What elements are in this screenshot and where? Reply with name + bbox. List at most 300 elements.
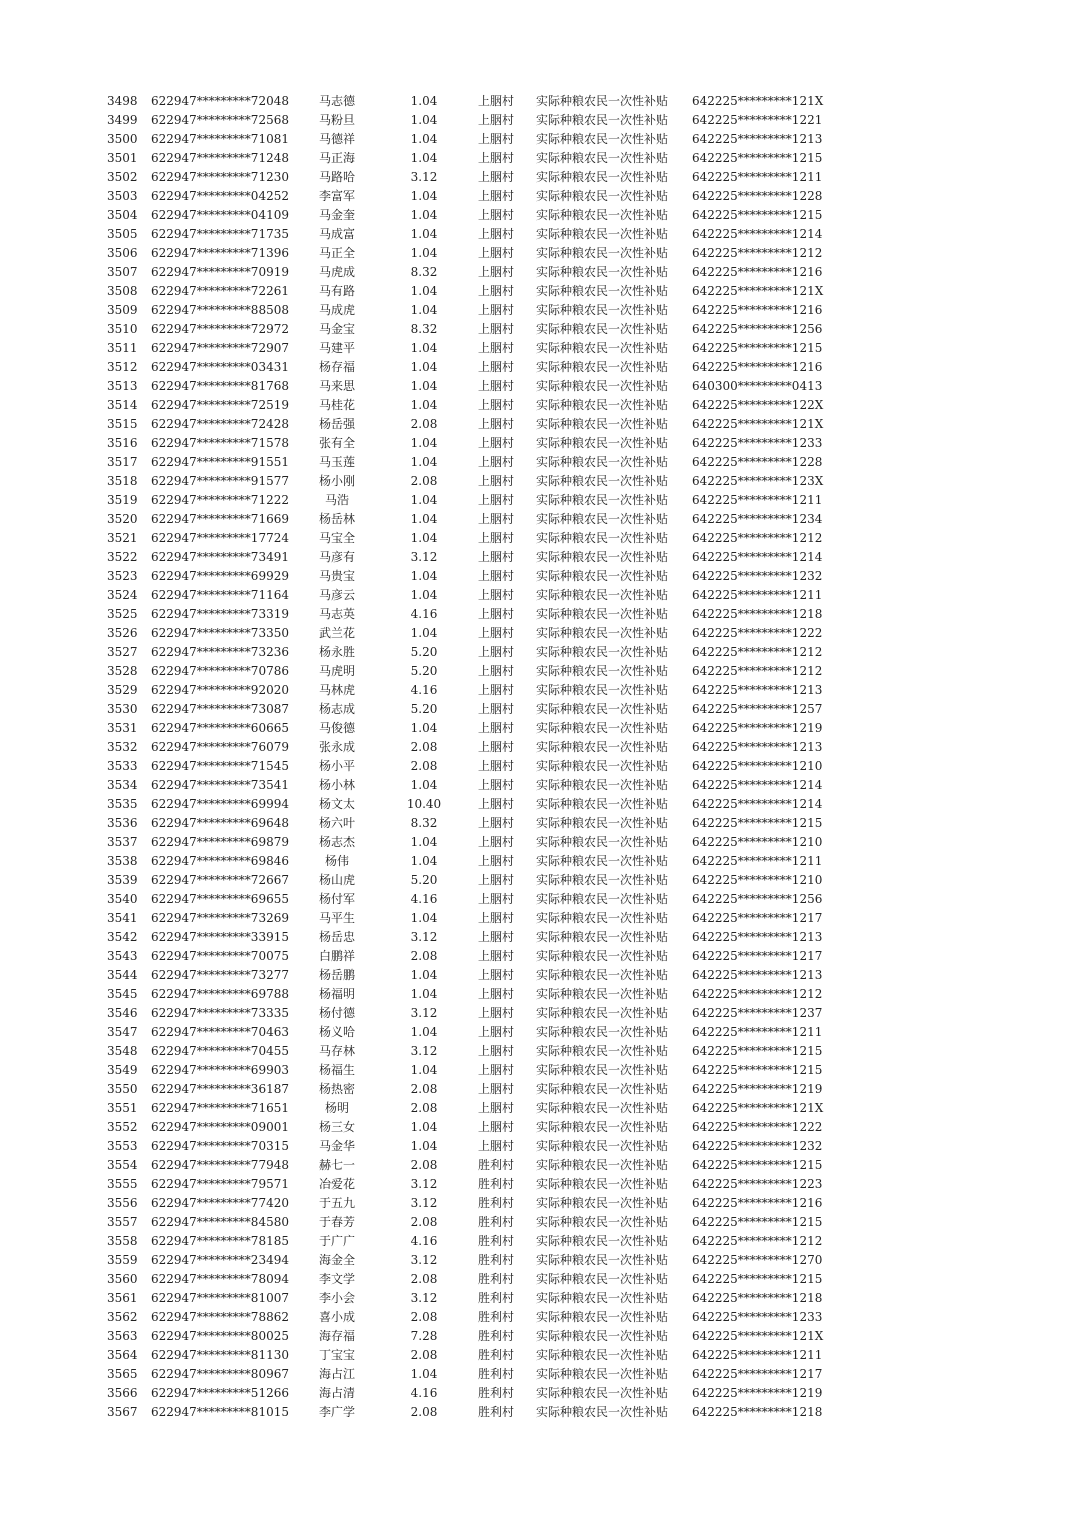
bank-account: 622947*********70455 [151, 1044, 289, 1058]
farmer-name: 马有路 [318, 284, 355, 298]
village-name: 上胭村 [477, 531, 514, 545]
bank-account: 622947*********81130 [151, 1348, 289, 1362]
table-row [0, 985, 1074, 1004]
bank-account: 622947*********70075 [151, 949, 289, 963]
village-name: 上胭村 [477, 94, 514, 108]
bank-account: 622947*********69655 [151, 892, 289, 906]
id-number: 642225*********1211 [692, 493, 823, 507]
bank-account: 622947*********72048 [151, 94, 289, 108]
village-name: 胜利村 [477, 1329, 514, 1343]
village-name: 上胭村 [477, 170, 514, 184]
table-row [0, 1403, 1074, 1422]
row-number: 3559 [107, 1253, 138, 1267]
subsidy-item: 实际种粮农民一次性补贴 [536, 455, 669, 469]
table-row [0, 434, 1074, 453]
bank-account: 622947*********77420 [151, 1196, 289, 1210]
row-number: 3509 [107, 303, 138, 317]
subsidy-item: 实际种粮农民一次性补贴 [536, 208, 669, 222]
row-number: 3550 [107, 1082, 138, 1096]
farmer-name: 海占江 [318, 1367, 355, 1381]
id-number: 642225*********1218 [692, 1405, 823, 1419]
row-number: 3526 [107, 626, 138, 640]
subsidy-item: 实际种粮农民一次性补贴 [536, 151, 669, 165]
row-number: 3534 [107, 778, 138, 792]
farmer-name: 杨志成 [318, 702, 355, 716]
farmer-name: 马俊德 [318, 721, 355, 735]
subsidy-item: 实际种粮农民一次性补贴 [536, 797, 669, 811]
subsidy-item: 实际种粮农民一次性补贴 [536, 740, 669, 754]
subsidy-item: 实际种粮农民一次性补贴 [536, 835, 669, 849]
id-number: 642225*********1234 [692, 512, 823, 526]
subsidy-amount: 1.04 [410, 455, 438, 469]
village-name: 上胭村 [477, 303, 514, 317]
village-name: 上胭村 [477, 721, 514, 735]
subsidy-item: 实际种粮农民一次性补贴 [536, 1215, 669, 1229]
subsidy-item: 实际种粮农民一次性补贴 [536, 816, 669, 830]
table-row [0, 263, 1074, 282]
id-number: 642225*********1214 [692, 550, 823, 564]
row-number: 3519 [107, 493, 138, 507]
subsidy-item: 实际种粮农民一次性补贴 [536, 550, 669, 564]
subsidy-amount: 4.16 [410, 892, 438, 906]
village-name: 上胭村 [477, 911, 514, 925]
bank-account: 622947*********81015 [151, 1405, 289, 1419]
farmer-name: 马正全 [318, 246, 355, 260]
id-number: 642225*********1232 [692, 1139, 823, 1153]
subsidy-item: 实际种粮农民一次性补贴 [536, 588, 669, 602]
subsidy-item: 实际种粮农民一次性补贴 [536, 1329, 669, 1343]
id-number: 642225*********1219 [692, 1082, 823, 1096]
id-number: 642225*********1217 [692, 1367, 823, 1381]
farmer-name: 马成虎 [318, 303, 355, 317]
village-name: 上胭村 [477, 1120, 514, 1134]
table-row [0, 738, 1074, 757]
bank-account: 622947*********71081 [151, 132, 289, 146]
bank-account: 622947*********73491 [151, 550, 289, 564]
village-name: 上胭村 [477, 968, 514, 982]
farmer-name: 马彦云 [318, 588, 355, 602]
bank-account: 622947*********71222 [151, 493, 289, 507]
subsidy-item: 实际种粮农民一次性补贴 [536, 911, 669, 925]
subsidy-item: 实际种粮农民一次性补贴 [536, 1006, 669, 1020]
subsidy-amount: 1.04 [410, 398, 438, 412]
row-number: 3505 [107, 227, 138, 241]
bank-account: 622947*********73277 [151, 968, 289, 982]
subsidy-amount: 1.04 [410, 569, 438, 583]
farmer-name: 马桂花 [318, 398, 355, 412]
table-row [0, 1251, 1074, 1270]
farmer-name: 马正海 [318, 151, 355, 165]
subsidy-item: 实际种粮农民一次性补贴 [536, 360, 669, 374]
id-number: 642225*********1222 [692, 1120, 823, 1134]
id-number: 642225*********1257 [692, 702, 823, 716]
table-row [0, 225, 1074, 244]
subsidy-item: 实际种粮农民一次性补贴 [536, 1367, 669, 1381]
table-row [0, 1289, 1074, 1308]
table-row [0, 130, 1074, 149]
subsidy-item: 实际种粮农民一次性补贴 [536, 854, 669, 868]
table-row [0, 282, 1074, 301]
subsidy-amount: 1.04 [410, 189, 438, 203]
bank-account: 622947*********73269 [151, 911, 289, 925]
bank-account: 622947*********76079 [151, 740, 289, 754]
subsidy-item: 实际种粮农民一次性补贴 [536, 227, 669, 241]
subsidy-amount: 1.04 [410, 436, 438, 450]
id-number: 642225*********1228 [692, 455, 823, 469]
village-name: 上胭村 [477, 1101, 514, 1115]
subsidy-amount: 3.12 [410, 170, 438, 184]
village-name: 上胭村 [477, 569, 514, 583]
village-name: 上胭村 [477, 873, 514, 887]
row-number: 3528 [107, 664, 138, 678]
subsidy-item: 实际种粮农民一次性补贴 [536, 873, 669, 887]
subsidy-amount: 1.04 [410, 1120, 438, 1134]
bank-account: 622947*********71735 [151, 227, 289, 241]
id-number: 642225*********1213 [692, 930, 823, 944]
village-name: 上胭村 [477, 588, 514, 602]
bank-account: 622947*********71396 [151, 246, 289, 260]
farmer-name: 马玉莲 [318, 455, 355, 469]
table-row [0, 586, 1074, 605]
bank-account: 622947*********73087 [151, 702, 289, 716]
bank-account: 622947*********69903 [151, 1063, 289, 1077]
row-number: 3533 [107, 759, 138, 773]
farmer-name: 杨伟 [324, 854, 349, 868]
bank-account: 622947*********81768 [151, 379, 289, 393]
subsidy-item: 实际种粮农民一次性补贴 [536, 645, 669, 659]
farmer-name: 马粉旦 [318, 113, 355, 127]
id-number: 642225*********1215 [692, 1215, 823, 1229]
subsidy-amount: 3.12 [410, 1291, 438, 1305]
village-name: 上胭村 [477, 227, 514, 241]
farmer-name: 马志英 [318, 607, 355, 621]
subsidy-amount: 2.08 [410, 1101, 438, 1115]
subsidy-item: 实际种粮农民一次性补贴 [536, 284, 669, 298]
id-number: 642225*********1216 [692, 360, 823, 374]
farmer-name: 马建平 [318, 341, 355, 355]
row-number: 3516 [107, 436, 138, 450]
village-name: 上胭村 [477, 664, 514, 678]
table-row [0, 396, 1074, 415]
bank-account: 622947*********09001 [151, 1120, 289, 1134]
subsidy-amount: 3.12 [410, 1044, 438, 1058]
village-name: 上胭村 [477, 892, 514, 906]
row-number: 3498 [107, 94, 138, 108]
farmer-name: 杨永胜 [318, 645, 355, 659]
subsidy-item: 实际种粮农民一次性补贴 [536, 721, 669, 735]
bank-account: 622947*********69994 [151, 797, 289, 811]
id-number: 642225*********1232 [692, 569, 823, 583]
farmer-name: 杨存福 [318, 360, 355, 374]
id-number: 642225*********1211 [692, 588, 823, 602]
subsidy-item: 实际种粮农民一次性补贴 [536, 417, 669, 431]
bank-account: 622947*********91577 [151, 474, 289, 488]
subsidy-item: 实际种粮农民一次性补贴 [536, 1025, 669, 1039]
bank-account: 622947*********69648 [151, 816, 289, 830]
table-row [0, 852, 1074, 871]
table-row [0, 1327, 1074, 1346]
subsidy-amount: 1.04 [410, 360, 438, 374]
table-row [0, 1308, 1074, 1327]
farmer-name: 马金华 [318, 1139, 355, 1153]
subsidy-item: 实际种粮农民一次性补贴 [536, 664, 669, 678]
farmer-name: 马成富 [318, 227, 355, 241]
subsidy-amount: 2.08 [410, 417, 438, 431]
row-number: 3517 [107, 455, 138, 469]
table-row [0, 111, 1074, 130]
subsidy-amount: 8.32 [410, 322, 438, 336]
bank-account: 622947*********71669 [151, 512, 289, 526]
id-number: 642225*********1211 [692, 170, 823, 184]
bank-account: 622947*********84580 [151, 1215, 289, 1229]
village-name: 上胭村 [477, 246, 514, 260]
subsidy-amount: 1.04 [410, 1063, 438, 1077]
village-name: 上胭村 [477, 132, 514, 146]
bank-account: 622947*********17724 [151, 531, 289, 545]
village-name: 上胭村 [477, 835, 514, 849]
id-number: 642225*********1256 [692, 322, 823, 336]
row-number: 3553 [107, 1139, 138, 1153]
row-number: 3551 [107, 1101, 138, 1115]
village-name: 上胭村 [477, 417, 514, 431]
row-number: 3524 [107, 588, 138, 602]
row-number: 3508 [107, 284, 138, 298]
farmer-name: 赫七一 [318, 1158, 355, 1172]
bank-account: 622947*********70919 [151, 265, 289, 279]
subsidy-item: 实际种粮农民一次性补贴 [536, 1272, 669, 1286]
row-number: 3532 [107, 740, 138, 754]
table-row [0, 187, 1074, 206]
subsidy-item: 实际种粮农民一次性补贴 [536, 1082, 669, 1096]
row-number: 3511 [107, 341, 138, 355]
farmer-name: 杨岳林 [318, 512, 355, 526]
subsidy-item: 实际种粮农民一次性补贴 [536, 949, 669, 963]
farmer-name: 马平生 [318, 911, 355, 925]
subsidy-item: 实际种粮农民一次性补贴 [536, 1348, 669, 1362]
subsidy-item: 实际种粮农民一次性补贴 [536, 436, 669, 450]
table-row [0, 966, 1074, 985]
subsidy-amount: 1.04 [410, 132, 438, 146]
farmer-name: 冶爱花 [318, 1177, 355, 1191]
row-number: 3501 [107, 151, 138, 165]
farmer-name: 马来思 [318, 379, 355, 393]
subsidy-item: 实际种粮农民一次性补贴 [536, 1101, 669, 1115]
bank-account: 622947*********72972 [151, 322, 289, 336]
id-number: 642225*********1222 [692, 626, 823, 640]
id-number: 642225*********1215 [692, 1272, 823, 1286]
village-name: 上胭村 [477, 645, 514, 659]
table-row [0, 548, 1074, 567]
id-number: 642225*********1233 [692, 1310, 823, 1324]
farmer-name: 李富军 [318, 189, 355, 203]
farmer-name: 杨小平 [318, 759, 355, 773]
village-name: 胜利村 [477, 1158, 514, 1172]
subsidy-amount: 1.04 [410, 151, 438, 165]
farmer-name: 马金宝 [318, 322, 355, 336]
village-name: 上胭村 [477, 1025, 514, 1039]
farmer-name: 喜小成 [318, 1310, 355, 1324]
row-number: 3554 [107, 1158, 138, 1172]
id-number: 642225*********1213 [692, 683, 823, 697]
subsidy-amount: 2.08 [410, 1405, 438, 1419]
farmer-name: 杨志杰 [318, 835, 355, 849]
bank-account: 622947*********69879 [151, 835, 289, 849]
row-number: 3563 [107, 1329, 138, 1343]
bank-account: 622947*********71230 [151, 170, 289, 184]
bank-account: 622947*********81007 [151, 1291, 289, 1305]
subsidy-item: 实际种粮农民一次性补贴 [536, 493, 669, 507]
id-number: 642225*********1215 [692, 208, 823, 222]
table-row [0, 909, 1074, 928]
subsidy-amount: 1.04 [410, 968, 438, 982]
bank-account: 622947*********72907 [151, 341, 289, 355]
farmer-name: 杨岳鹏 [318, 968, 355, 982]
subsidy-amount: 1.04 [410, 493, 438, 507]
subsidy-amount: 4.16 [410, 1234, 438, 1248]
subsidy-amount: 8.32 [410, 816, 438, 830]
row-number: 3500 [107, 132, 138, 146]
farmer-name: 李文学 [318, 1272, 355, 1286]
bank-account: 622947*********72568 [151, 113, 289, 127]
farmer-name: 杨文太 [318, 797, 355, 811]
table-row [0, 567, 1074, 586]
village-name: 胜利村 [477, 1291, 514, 1305]
village-name: 上胭村 [477, 512, 514, 526]
farmer-name: 海金全 [318, 1253, 355, 1267]
village-name: 上胭村 [477, 322, 514, 336]
subsidy-amount: 2.08 [410, 1158, 438, 1172]
row-number: 3536 [107, 816, 138, 830]
table-row [0, 719, 1074, 738]
subsidy-amount: 2.08 [410, 1215, 438, 1229]
bank-account: 622947*********70315 [151, 1139, 289, 1153]
farmer-name: 杨六叶 [318, 816, 355, 830]
subsidy-amount: 1.04 [410, 854, 438, 868]
id-number: 642225*********1218 [692, 1291, 823, 1305]
row-number: 3539 [107, 873, 138, 887]
bank-account: 622947*********04109 [151, 208, 289, 222]
bank-account: 622947*********71545 [151, 759, 289, 773]
subsidy-item: 实际种粮农民一次性补贴 [536, 1405, 669, 1419]
table-row [0, 1080, 1074, 1099]
row-number: 3545 [107, 987, 138, 1001]
id-number: 642225*********1221 [692, 113, 823, 127]
bank-account: 622947*********71248 [151, 151, 289, 165]
farmer-name: 杨付军 [318, 892, 355, 906]
farmer-name: 于春芳 [318, 1215, 355, 1229]
village-name: 上胭村 [477, 1082, 514, 1096]
village-name: 上胭村 [477, 759, 514, 773]
bank-account: 622947*********69929 [151, 569, 289, 583]
subsidy-item: 实际种粮农民一次性补贴 [536, 892, 669, 906]
table-row [0, 776, 1074, 795]
bank-account: 622947*********73236 [151, 645, 289, 659]
village-name: 胜利村 [477, 1367, 514, 1381]
bank-account: 622947*********73350 [151, 626, 289, 640]
farmer-name: 马林虎 [318, 683, 355, 697]
id-number: 642225*********1223 [692, 1177, 823, 1191]
subsidy-item: 实际种粮农民一次性补贴 [536, 759, 669, 773]
id-number: 642225*********1211 [692, 854, 823, 868]
subsidy-item: 实际种粮农民一次性补贴 [536, 132, 669, 146]
bank-account: 622947*********88508 [151, 303, 289, 317]
bank-account: 622947*********78094 [151, 1272, 289, 1286]
farmer-name: 杨小刚 [318, 474, 355, 488]
table-row [0, 244, 1074, 263]
subsidy-item: 实际种粮农民一次性补贴 [536, 1044, 669, 1058]
table-row [0, 624, 1074, 643]
farmer-name: 杨福生 [318, 1063, 355, 1077]
farmer-name: 马浩 [324, 493, 349, 507]
row-number: 3538 [107, 854, 138, 868]
village-name: 上胭村 [477, 360, 514, 374]
row-number: 3512 [107, 360, 138, 374]
id-number: 642225*********121X [692, 1329, 824, 1343]
id-number: 642225*********1210 [692, 835, 823, 849]
subsidy-amount: 2.08 [410, 1348, 438, 1362]
row-number: 3503 [107, 189, 138, 203]
table-row [0, 491, 1074, 510]
subsidy-amount: 3.12 [410, 1253, 438, 1267]
subsidy-table [0, 92, 1074, 1422]
row-number: 3529 [107, 683, 138, 697]
id-number: 642225*********1237 [692, 1006, 823, 1020]
table-row [0, 1137, 1074, 1156]
table-row [0, 1042, 1074, 1061]
bank-account: 622947*********71578 [151, 436, 289, 450]
table-row [0, 320, 1074, 339]
village-name: 上胭村 [477, 778, 514, 792]
farmer-name: 马金奎 [318, 208, 355, 222]
village-name: 上胭村 [477, 702, 514, 716]
table-row [0, 1156, 1074, 1175]
id-number: 642225*********1212 [692, 531, 823, 545]
farmer-name: 武兰花 [318, 626, 355, 640]
subsidy-item: 实际种粮农民一次性补贴 [536, 474, 669, 488]
id-number: 642225*********1216 [692, 1196, 823, 1210]
bank-account: 622947*********70786 [151, 664, 289, 678]
table-row [0, 1346, 1074, 1365]
subsidy-item: 实际种粮农民一次性补贴 [536, 1063, 669, 1077]
village-name: 上胭村 [477, 379, 514, 393]
farmer-name: 马贵宝 [318, 569, 355, 583]
table-row [0, 1023, 1074, 1042]
id-number: 642225*********1213 [692, 132, 823, 146]
subsidy-item: 实际种粮农民一次性补贴 [536, 189, 669, 203]
row-number: 3546 [107, 1006, 138, 1020]
subsidy-item: 实际种粮农民一次性补贴 [536, 1253, 669, 1267]
subsidy-amount: 1.04 [410, 721, 438, 735]
row-number: 3542 [107, 930, 138, 944]
id-number: 642225*********1212 [692, 1234, 823, 1248]
id-number: 642225*********1217 [692, 949, 823, 963]
table-row [0, 643, 1074, 662]
bank-account: 622947*********51266 [151, 1386, 289, 1400]
village-name: 上胭村 [477, 683, 514, 697]
farmer-name: 马宝全 [318, 531, 355, 545]
subsidy-item: 实际种粮农民一次性补贴 [536, 322, 669, 336]
subsidy-amount: 4.16 [410, 1386, 438, 1400]
subsidy-item: 实际种粮农民一次性补贴 [536, 930, 669, 944]
farmer-name: 杨岳强 [318, 417, 355, 431]
table-row [0, 833, 1074, 852]
village-name: 上胭村 [477, 1044, 514, 1058]
subsidy-amount: 1.04 [410, 626, 438, 640]
table-row [0, 415, 1074, 434]
village-name: 胜利村 [477, 1253, 514, 1267]
table-row [0, 168, 1074, 187]
bank-account: 622947*********04252 [151, 189, 289, 203]
